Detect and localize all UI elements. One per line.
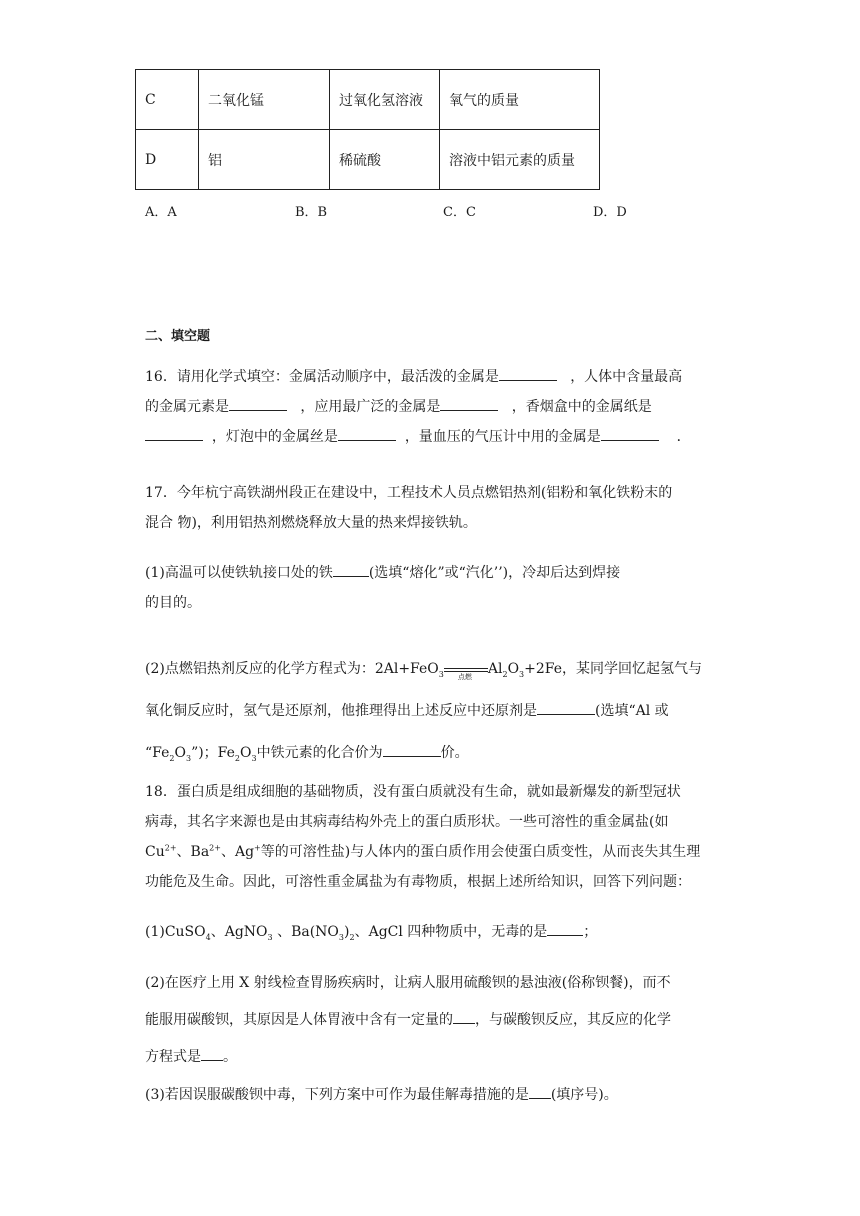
question-17-stem [145,478,725,538]
option-d: D．D [593,205,627,220]
text: Cu [145,844,165,860]
text: (2)点燃铝热剂反应的化学方程式为：2Al+Fe [145,661,428,677]
text: 混合 物)，利用铝热剂燃烧释放大量的热来焊接铁轨。 [145,515,477,531]
text: 功能危及生命。因此，可溶性重金属盐为有毒物质，根据上述所给知识，回答下列问题： [145,874,691,890]
subscript: 3 [438,669,444,679]
text: (填序号)。 [550,1087,618,1103]
subscript: 3 [519,669,525,679]
superscript: + [254,843,261,853]
table-cell: D [136,130,199,190]
question-17-part-1 [145,558,725,618]
reaction-condition: 点燃 [444,662,488,676]
question-18-stem [145,777,725,897]
answer-blank [338,426,396,441]
table-cell: 铝 [199,130,330,190]
text: ，香烟盒中的金属纸是 [511,399,652,415]
answer-blank [229,396,287,411]
text: O [507,661,520,677]
text: 中铁元素的化合价为 [256,745,383,761]
table-row [136,130,600,190]
option-a: A．A [145,205,177,220]
question-16 [145,362,725,452]
text: (1)CuSO [145,924,206,940]
answer-blank [537,700,595,715]
answer-table [135,69,600,190]
text: 的目的。 [145,595,201,611]
text: 、AgCl 四种物质中，无毒的是 [354,924,548,940]
text: (2)在医疗上用 X 射线检查胃肠疾病时，让病人服用硫酸钡的悬浊液(俗称钡餐)，而不 [145,975,671,991]
text: 价。 [440,745,469,761]
text: O [240,745,252,761]
question-18-part-1 [145,917,725,947]
answer-blank [383,742,441,757]
question-18-part-3 [145,1080,725,1110]
subscript: 3 [267,932,273,942]
superscript: 2+ [209,843,221,853]
text: 17．今年杭宁高铁湖州段正在建设中，工程技术人员点燃铝热剂(铝粉和氧化铁粉末的 [145,485,673,501]
text: 病毒，其名字来源也是由其病毒结构外壳上的蛋白质形状。一些可溶性的重金属盐(如 [145,814,669,830]
option-c: C．C [443,205,476,220]
text: Al [487,661,503,677]
text: ，与碳酸钡反应，其反应的化学 [475,1012,671,1028]
question-17-part-2 [145,648,725,774]
text: ”)；Fe [191,745,235,761]
option-b: B．B [295,205,328,220]
subscript: 3 [185,753,192,763]
text: (3)若因误服碳酸钡中毒，下列方案中可作为最佳解毒措施的是 [145,1087,529,1103]
section-title: 二、填空题 [145,329,211,344]
text: O [427,661,439,677]
superscript: 2+ [164,843,177,853]
text: ) [344,924,350,940]
answer-blank [547,921,583,936]
text: 16．请用化学式填空：金属活动顺序中，最活泼的金属是 [145,369,499,385]
text: O [174,745,186,761]
answer-blank [440,396,498,411]
table-row [136,70,600,130]
text: ； [583,924,598,940]
subscript: 3 [251,753,257,763]
text: 18．蛋白质是组成细胞的基础物质，没有蛋白质就没有生命，就如最新爆发的新型冠状 [145,784,681,800]
answer-blank [333,562,369,577]
text: “Fe [145,745,170,761]
text: 方程式是 [145,1049,201,1065]
table-cell: 二氧化锰 [199,70,330,130]
text: 能服用碳酸钡，其原因是人体胃液中含有一定量的 [145,1012,453,1028]
text: 、Ba(NO [272,924,339,940]
text: 、AgNO [210,924,268,940]
table-cell: 溶液中铝元素的质量 [440,130,600,190]
text: (选填“熔化”或“汽化’’)，冷却后达到焊接 [368,565,621,581]
text: 。 [223,1049,237,1065]
subscript: 2 [349,932,355,942]
text: (1)高温可以使铁轨接口处的铁 [145,565,333,581]
text: ，人体中含量最高 [570,369,683,385]
table-cell: 过氧化氢溶液 [330,70,440,130]
text: 的金属元素是 [145,399,229,415]
text: 等的可溶性盐)与人体内的蛋白质作用会使蛋白质变性，从而丧失其生理 [260,844,701,860]
text: ，量血压的气压计中用的金属是 [404,429,601,445]
text: ，应用最广泛的金属是 [300,399,441,415]
subscript: 4 [205,932,211,942]
subscript: 2 [502,669,508,679]
text: +2Fe，某同学回忆起氢气与 [524,661,703,677]
table-cell: 稀硫酸 [330,130,440,190]
answer-blank [145,426,203,441]
subscript: 3 [338,932,345,942]
answer-blank [601,426,659,441]
table-cell: C [136,70,199,130]
question-18-part-2 [145,968,725,1079]
text: (选填“Al 或 [595,703,669,719]
answer-blank [201,1046,223,1061]
answer-blank [453,1009,475,1024]
answer-blank [529,1084,551,1099]
subscript: 2 [169,753,175,763]
table-cell: 氧气的质量 [440,70,600,130]
answer-blank [499,366,557,381]
text: ． [676,429,691,445]
text: 、Ag [220,844,255,860]
subscript: 2 [234,753,241,763]
text: 、Ba [176,844,210,860]
text: ，灯泡中的金属丝是 [211,429,338,445]
text: 氧化铜反应时，氢气是还原剂，他推理得出上述反应中还原剂是 [145,703,537,719]
